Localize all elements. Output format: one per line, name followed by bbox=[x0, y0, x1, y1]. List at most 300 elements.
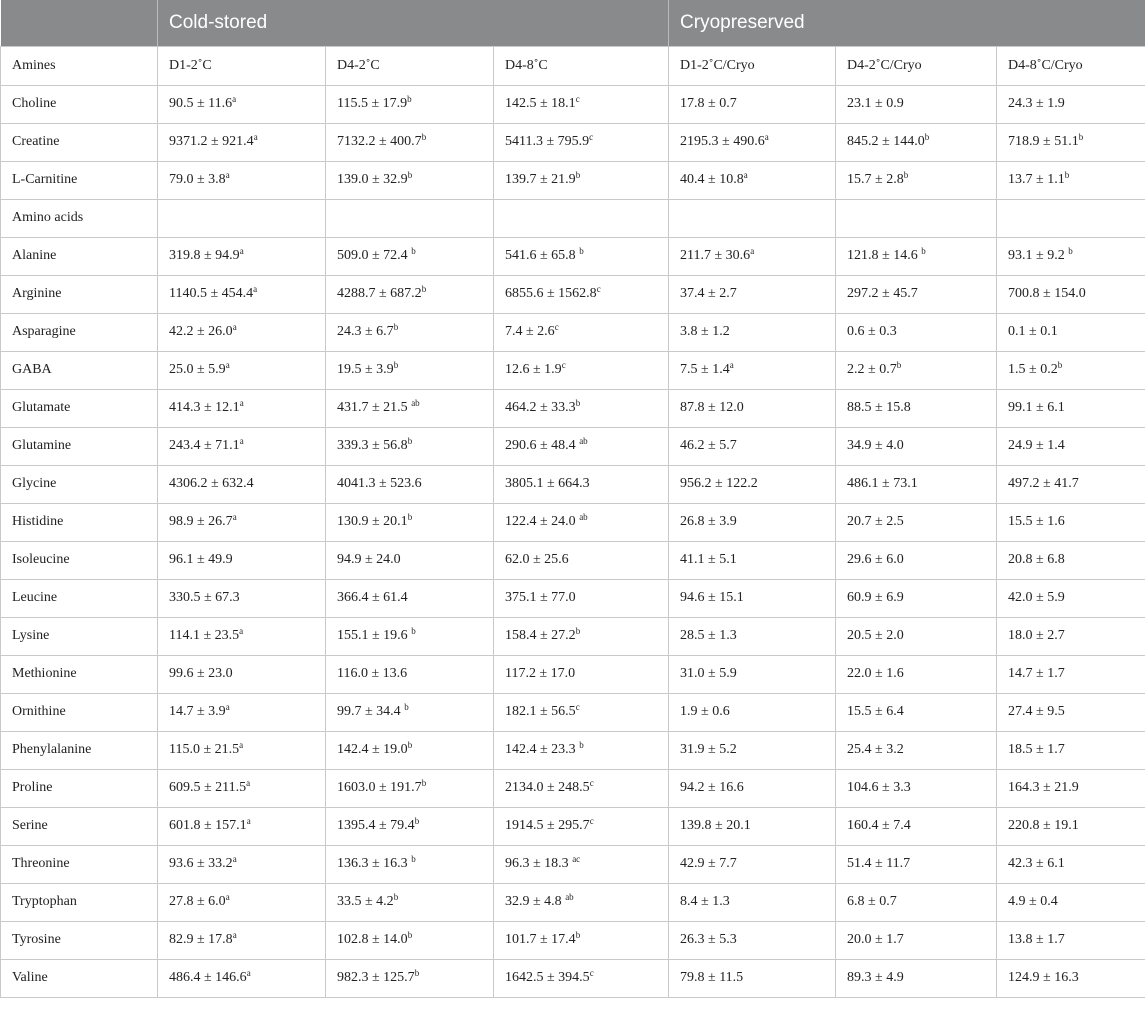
group-header-row bbox=[1, 0, 1145, 46]
table-cell bbox=[997, 427, 1145, 465]
table-cell bbox=[669, 845, 836, 883]
cell-value: 339.3 ± 56.8 bbox=[337, 438, 408, 453]
table-cell bbox=[158, 313, 326, 351]
row-label: Proline bbox=[1, 769, 158, 807]
cell-value: 82.9 ± 17.8 bbox=[169, 932, 233, 947]
table-cell bbox=[158, 161, 326, 199]
cell-value: 25.4 ± 3.2 bbox=[847, 742, 904, 757]
cell-value: 93.1 ± 9.2 bbox=[1008, 248, 1069, 263]
cell-value: 718.9 ± 51.1 bbox=[1008, 134, 1079, 149]
table-row bbox=[1, 769, 1145, 807]
cell-value: 366.4 ± 61.4 bbox=[337, 590, 408, 605]
table-cell bbox=[326, 883, 494, 921]
table-cell bbox=[326, 275, 494, 313]
significance-superscript: b bbox=[903, 170, 909, 180]
table-cell bbox=[158, 655, 326, 693]
significance-superscript: c bbox=[589, 132, 594, 142]
column-header-d4-8c: D4-8˚C bbox=[494, 46, 669, 85]
table-cell bbox=[669, 959, 836, 997]
table-cell bbox=[836, 731, 997, 769]
cell-value: 62.0 ± 25.6 bbox=[505, 552, 569, 567]
cell-value: 0.1 ± 0.1 bbox=[1008, 324, 1058, 339]
cell-value: 1395.4 ± 79.4 bbox=[337, 818, 415, 833]
cell-value: 13.8 ± 1.7 bbox=[1008, 932, 1065, 947]
table-cell bbox=[326, 655, 494, 693]
table-row bbox=[1, 427, 1145, 465]
table-cell bbox=[997, 921, 1145, 959]
table-cell bbox=[997, 85, 1145, 123]
row-label: Tyrosine bbox=[1, 921, 158, 959]
significance-superscript: a bbox=[232, 930, 237, 940]
table-cell bbox=[836, 237, 997, 275]
cell-value: 115.5 ± 17.9 bbox=[337, 96, 408, 111]
cell-value: 79.0 ± 3.8 bbox=[169, 172, 226, 187]
table-cell bbox=[836, 655, 997, 693]
table-cell bbox=[326, 351, 494, 389]
table-row bbox=[1, 85, 1145, 123]
table-cell bbox=[494, 389, 669, 427]
cell-value: 486.1 ± 73.1 bbox=[847, 476, 918, 491]
significance-superscript: b bbox=[575, 626, 581, 636]
row-label: Tryptophan bbox=[1, 883, 158, 921]
cell-value: 122.4 ± 24.0 bbox=[505, 514, 580, 529]
cell-value: 22.0 ± 1.6 bbox=[847, 666, 904, 681]
table-cell bbox=[669, 541, 836, 579]
significance-superscript: b bbox=[404, 702, 409, 712]
table-cell bbox=[836, 959, 997, 997]
cell-value: 982.3 ± 125.7 bbox=[337, 970, 415, 985]
significance-superscript: b bbox=[393, 892, 399, 902]
table-row bbox=[1, 123, 1145, 161]
row-label: Serine bbox=[1, 807, 158, 845]
significance-superscript: b bbox=[411, 626, 416, 636]
table-cell bbox=[326, 959, 494, 997]
cell-value: 2.2 ± 0.7 bbox=[847, 362, 897, 377]
cell-value: 3.8 ± 1.2 bbox=[680, 324, 730, 339]
table-cell bbox=[158, 693, 326, 731]
table-cell bbox=[997, 617, 1145, 655]
significance-superscript: b bbox=[575, 170, 581, 180]
table-cell bbox=[997, 161, 1145, 199]
cell-value: 541.6 ± 65.8 bbox=[505, 248, 580, 263]
cell-value: 25.0 ± 5.9 bbox=[169, 362, 226, 377]
cell-value: 13.7 ± 1.1 bbox=[1008, 172, 1065, 187]
cell-value: 142.5 ± 18.1 bbox=[505, 96, 576, 111]
table-cell bbox=[494, 769, 669, 807]
table-cell bbox=[669, 199, 836, 237]
table-cell bbox=[997, 579, 1145, 617]
table-cell bbox=[836, 693, 997, 731]
cell-value: 101.7 ± 17.4 bbox=[505, 932, 576, 947]
cell-value: 23.1 ± 0.9 bbox=[847, 96, 904, 111]
table-row bbox=[1, 807, 1145, 845]
cell-value: 431.7 ± 21.5 bbox=[337, 400, 412, 415]
table-cell bbox=[669, 313, 836, 351]
table-cell bbox=[669, 503, 836, 541]
cell-value: 99.1 ± 6.1 bbox=[1008, 400, 1065, 415]
cell-value: 42.2 ± 26.0 bbox=[169, 324, 233, 339]
cell-value: 94.2 ± 16.6 bbox=[680, 780, 744, 795]
cell-value: 5411.3 ± 795.9 bbox=[505, 134, 590, 149]
cell-value: 88.5 ± 15.8 bbox=[847, 400, 911, 415]
table-cell bbox=[158, 807, 326, 845]
column-header-amines: Amines bbox=[1, 46, 158, 85]
cell-value: 29.6 ± 6.0 bbox=[847, 552, 904, 567]
table-cell bbox=[158, 275, 326, 313]
row-label: Creatine bbox=[1, 123, 158, 161]
table-cell bbox=[494, 85, 669, 123]
table-row bbox=[1, 313, 1145, 351]
significance-superscript: ab bbox=[579, 512, 588, 522]
table-cell bbox=[836, 541, 997, 579]
cell-value: 160.4 ± 7.4 bbox=[847, 818, 911, 833]
cell-value: 14.7 ± 1.7 bbox=[1008, 666, 1065, 681]
cell-value: 20.7 ± 2.5 bbox=[847, 514, 904, 529]
table-cell bbox=[326, 731, 494, 769]
row-label: Ornithine bbox=[1, 693, 158, 731]
significance-superscript: a bbox=[253, 284, 258, 294]
cell-value: 7.4 ± 2.6 bbox=[505, 324, 555, 339]
significance-superscript: a bbox=[729, 360, 734, 370]
significance-superscript: b bbox=[421, 778, 427, 788]
table-cell bbox=[158, 921, 326, 959]
row-label: Methionine bbox=[1, 655, 158, 693]
row-label: Arginine bbox=[1, 275, 158, 313]
cell-value: 211.7 ± 30.6 bbox=[680, 248, 751, 263]
table-row bbox=[1, 579, 1145, 617]
column-header-d1-2c-cryo: D1-2˚C/Cryo bbox=[669, 46, 836, 85]
significance-superscript: a bbox=[253, 132, 258, 142]
table-cell bbox=[158, 845, 326, 883]
table-cell bbox=[158, 123, 326, 161]
table-cell bbox=[669, 921, 836, 959]
cell-value: 96.3 ± 18.3 bbox=[505, 856, 573, 871]
significance-superscript: c bbox=[575, 702, 580, 712]
significance-superscript: a bbox=[764, 132, 769, 142]
table-cell bbox=[494, 655, 669, 693]
cell-value: 27.8 ± 6.0 bbox=[169, 894, 226, 909]
table-cell bbox=[997, 237, 1145, 275]
cell-value: 2134.0 ± 248.5 bbox=[505, 780, 590, 795]
significance-superscript: b bbox=[421, 284, 427, 294]
cell-value: 158.4 ± 27.2 bbox=[505, 628, 576, 643]
table-cell bbox=[836, 275, 997, 313]
table-cell bbox=[158, 769, 326, 807]
cell-value: 28.5 ± 1.3 bbox=[680, 628, 737, 643]
cell-value: 102.8 ± 14.0 bbox=[337, 932, 408, 947]
cell-value: 139.0 ± 32.9 bbox=[337, 172, 408, 187]
table-cell bbox=[997, 693, 1145, 731]
cell-value: 297.2 ± 45.7 bbox=[847, 286, 918, 301]
table-cell bbox=[494, 351, 669, 389]
table-cell bbox=[836, 161, 997, 199]
table-cell bbox=[494, 199, 669, 237]
row-label: L-Carnitine bbox=[1, 161, 158, 199]
significance-superscript: b bbox=[575, 398, 581, 408]
significance-superscript: b bbox=[579, 740, 584, 750]
significance-superscript: a bbox=[239, 740, 244, 750]
table-cell bbox=[158, 731, 326, 769]
cell-value: 41.1 ± 5.1 bbox=[680, 552, 737, 567]
cell-value: 956.2 ± 122.2 bbox=[680, 476, 758, 491]
table-cell bbox=[494, 237, 669, 275]
table-cell bbox=[836, 579, 997, 617]
significance-superscript: b bbox=[924, 132, 930, 142]
significance-superscript: b bbox=[393, 322, 399, 332]
cell-value: 497.2 ± 41.7 bbox=[1008, 476, 1079, 491]
cell-value: 1.9 ± 0.6 bbox=[680, 704, 730, 719]
cell-value: 4306.2 ± 632.4 bbox=[169, 476, 254, 491]
table-cell bbox=[326, 579, 494, 617]
table-row bbox=[1, 541, 1145, 579]
group-header-empty bbox=[1, 0, 158, 46]
table-cell bbox=[494, 883, 669, 921]
significance-superscript: c bbox=[596, 284, 601, 294]
table-cell bbox=[158, 199, 326, 237]
table-cell bbox=[997, 959, 1145, 997]
table-cell bbox=[669, 617, 836, 655]
cell-value: 6.8 ± 0.7 bbox=[847, 894, 897, 909]
table-cell bbox=[669, 579, 836, 617]
cell-value: 87.8 ± 12.0 bbox=[680, 400, 744, 415]
cell-value: 27.4 ± 9.5 bbox=[1008, 704, 1065, 719]
table-cell bbox=[494, 123, 669, 161]
table-cell bbox=[997, 465, 1145, 503]
cell-value: 93.6 ± 33.2 bbox=[169, 856, 233, 871]
significance-superscript: b bbox=[896, 360, 902, 370]
table-cell bbox=[669, 275, 836, 313]
cell-value: 330.5 ± 67.3 bbox=[169, 590, 240, 605]
table-cell bbox=[158, 389, 326, 427]
cell-value: 2195.3 ± 490.6 bbox=[680, 134, 765, 149]
significance-superscript: a bbox=[239, 626, 244, 636]
cell-value: 89.3 ± 4.9 bbox=[847, 970, 904, 985]
table-cell bbox=[836, 503, 997, 541]
table-cell bbox=[836, 921, 997, 959]
column-header-row bbox=[1, 46, 1145, 85]
significance-superscript: c bbox=[554, 322, 559, 332]
row-label: GABA bbox=[1, 351, 158, 389]
table-cell bbox=[494, 731, 669, 769]
table-row bbox=[1, 351, 1145, 389]
table-cell bbox=[836, 845, 997, 883]
column-header-d1-2c: D1-2˚C bbox=[158, 46, 326, 85]
table-cell bbox=[326, 313, 494, 351]
table-cell bbox=[836, 617, 997, 655]
table-cell bbox=[158, 85, 326, 123]
row-label: Leucine bbox=[1, 579, 158, 617]
table-cell bbox=[326, 389, 494, 427]
cell-value: 7.5 ± 1.4 bbox=[680, 362, 730, 377]
significance-superscript: a bbox=[225, 702, 230, 712]
significance-superscript: b bbox=[407, 930, 413, 940]
significance-superscript: b bbox=[1078, 132, 1084, 142]
column-header-d4-8c-cryo: D4-8˚C/Cryo bbox=[997, 46, 1145, 85]
table-row bbox=[1, 655, 1145, 693]
row-label: Glycine bbox=[1, 465, 158, 503]
group-header-cryopreserved: Cryopreserved bbox=[669, 0, 1145, 46]
table-row bbox=[1, 199, 1145, 237]
cell-value: 42.0 ± 5.9 bbox=[1008, 590, 1065, 605]
cell-value: 139.8 ± 20.1 bbox=[680, 818, 751, 833]
row-label: Alanine bbox=[1, 237, 158, 275]
table-cell bbox=[997, 655, 1145, 693]
table-cell bbox=[494, 503, 669, 541]
cell-value: 20.5 ± 2.0 bbox=[847, 628, 904, 643]
cell-value: 98.9 ± 26.7 bbox=[169, 514, 233, 529]
significance-superscript: b bbox=[414, 968, 420, 978]
cell-value: 290.6 ± 48.4 bbox=[505, 438, 580, 453]
significance-superscript: c bbox=[575, 94, 580, 104]
significance-superscript: a bbox=[232, 322, 237, 332]
table-cell bbox=[669, 465, 836, 503]
cell-value: 464.2 ± 33.3 bbox=[505, 400, 576, 415]
table-cell bbox=[669, 85, 836, 123]
table-cell bbox=[836, 807, 997, 845]
significance-superscript: b bbox=[407, 94, 412, 104]
cell-value: 18.0 ± 2.7 bbox=[1008, 628, 1065, 643]
cell-value: 1642.5 ± 394.5 bbox=[505, 970, 590, 985]
cell-value: 60.9 ± 6.9 bbox=[847, 590, 904, 605]
table-cell bbox=[494, 845, 669, 883]
significance-superscript: c bbox=[589, 778, 594, 788]
table-body bbox=[1, 46, 1145, 997]
table-cell bbox=[669, 351, 836, 389]
cell-value: 509.0 ± 72.4 bbox=[337, 248, 412, 263]
significance-superscript: a bbox=[225, 360, 230, 370]
table-cell bbox=[326, 85, 494, 123]
cell-value: 375.1 ± 77.0 bbox=[505, 590, 576, 605]
table-cell bbox=[836, 85, 997, 123]
cell-value: 20.8 ± 6.8 bbox=[1008, 552, 1065, 567]
significance-superscript: b bbox=[1057, 360, 1063, 370]
table-cell bbox=[669, 769, 836, 807]
table-cell bbox=[669, 655, 836, 693]
table-cell bbox=[997, 199, 1145, 237]
table-cell bbox=[669, 731, 836, 769]
cell-value: 14.7 ± 3.9 bbox=[169, 704, 226, 719]
cell-value: 155.1 ± 19.6 bbox=[337, 628, 412, 643]
table-cell bbox=[158, 503, 326, 541]
cell-value: 46.2 ± 5.7 bbox=[680, 438, 737, 453]
column-header-d4-2c: D4-2˚C bbox=[326, 46, 494, 85]
table-cell bbox=[158, 617, 326, 655]
table-row bbox=[1, 845, 1145, 883]
table-cell bbox=[326, 693, 494, 731]
table-cell bbox=[158, 959, 326, 997]
cell-value: 15.5 ± 6.4 bbox=[847, 704, 904, 719]
cell-value: 486.4 ± 146.6 bbox=[169, 970, 247, 985]
significance-superscript: b bbox=[575, 930, 581, 940]
significance-superscript: b bbox=[414, 816, 420, 826]
table-cell bbox=[836, 389, 997, 427]
cell-value: 94.9 ± 24.0 bbox=[337, 552, 401, 567]
cell-value: 130.9 ± 20.1 bbox=[337, 514, 408, 529]
table-cell bbox=[326, 617, 494, 655]
cell-value: 414.3 ± 12.1 bbox=[169, 400, 240, 415]
significance-superscript: b bbox=[407, 740, 413, 750]
table-cell bbox=[326, 541, 494, 579]
table-cell bbox=[494, 275, 669, 313]
table-cell bbox=[997, 351, 1145, 389]
table-cell bbox=[326, 161, 494, 199]
cell-value: 40.4 ± 10.8 bbox=[680, 172, 744, 187]
significance-superscript: a bbox=[239, 246, 244, 256]
table-cell bbox=[494, 617, 669, 655]
table-cell bbox=[158, 465, 326, 503]
row-label: Asparagine bbox=[1, 313, 158, 351]
significance-superscript: a bbox=[246, 778, 251, 788]
significance-superscript: b bbox=[407, 512, 413, 522]
cell-value: 1140.5 ± 454.4 bbox=[169, 286, 254, 301]
significance-superscript: b bbox=[1068, 246, 1073, 256]
table-cell bbox=[669, 693, 836, 731]
cell-value: 142.4 ± 23.3 bbox=[505, 742, 580, 757]
cell-value: 24.9 ± 1.4 bbox=[1008, 438, 1065, 453]
cell-value: 1914.5 ± 295.7 bbox=[505, 818, 590, 833]
table-cell bbox=[669, 161, 836, 199]
cell-value: 32.9 ± 4.8 bbox=[505, 894, 566, 909]
table-cell bbox=[836, 883, 997, 921]
table-cell bbox=[997, 503, 1145, 541]
table-row bbox=[1, 237, 1145, 275]
table-cell bbox=[494, 541, 669, 579]
cell-value: 12.6 ± 1.9 bbox=[505, 362, 562, 377]
table-cell bbox=[997, 123, 1145, 161]
table-cell bbox=[836, 313, 997, 351]
significance-superscript: a bbox=[232, 854, 237, 864]
table-cell bbox=[669, 427, 836, 465]
cell-value: 17.8 ± 0.7 bbox=[680, 96, 737, 111]
table-cell bbox=[158, 237, 326, 275]
table-cell bbox=[494, 313, 669, 351]
table-cell bbox=[494, 959, 669, 997]
table-cell bbox=[836, 199, 997, 237]
table-cell bbox=[326, 845, 494, 883]
cell-value: 319.8 ± 94.9 bbox=[169, 248, 240, 263]
column-header-d4-2c-cryo: D4-2˚C/Cryo bbox=[836, 46, 997, 85]
table-row bbox=[1, 389, 1145, 427]
row-label: Histidine bbox=[1, 503, 158, 541]
row-label: Phenylalanine bbox=[1, 731, 158, 769]
cell-value: 139.7 ± 21.9 bbox=[505, 172, 576, 187]
table-cell bbox=[836, 351, 997, 389]
cell-value: 4041.3 ± 523.6 bbox=[337, 476, 422, 491]
row-label: Valine bbox=[1, 959, 158, 997]
significance-superscript: c bbox=[561, 360, 566, 370]
cell-value: 34.9 ± 4.0 bbox=[847, 438, 904, 453]
significance-superscript: c bbox=[589, 816, 594, 826]
table-cell bbox=[494, 579, 669, 617]
table-cell bbox=[836, 769, 997, 807]
significance-superscript: a bbox=[743, 170, 748, 180]
table-cell bbox=[997, 845, 1145, 883]
cell-value: 601.8 ± 157.1 bbox=[169, 818, 247, 833]
cell-value: 117.2 ± 17.0 bbox=[505, 666, 576, 681]
table-cell bbox=[669, 389, 836, 427]
cell-value: 845.2 ± 144.0 bbox=[847, 134, 925, 149]
table-cell bbox=[158, 883, 326, 921]
cell-value: 7132.2 ± 400.7 bbox=[337, 134, 422, 149]
table-row bbox=[1, 921, 1145, 959]
table-row bbox=[1, 883, 1145, 921]
significance-superscript: a bbox=[232, 94, 237, 104]
table-cell bbox=[997, 541, 1145, 579]
cell-value: 182.1 ± 56.5 bbox=[505, 704, 576, 719]
significance-superscript: ab bbox=[565, 892, 574, 902]
row-label: Choline bbox=[1, 85, 158, 123]
cell-value: 243.4 ± 71.1 bbox=[169, 438, 240, 453]
